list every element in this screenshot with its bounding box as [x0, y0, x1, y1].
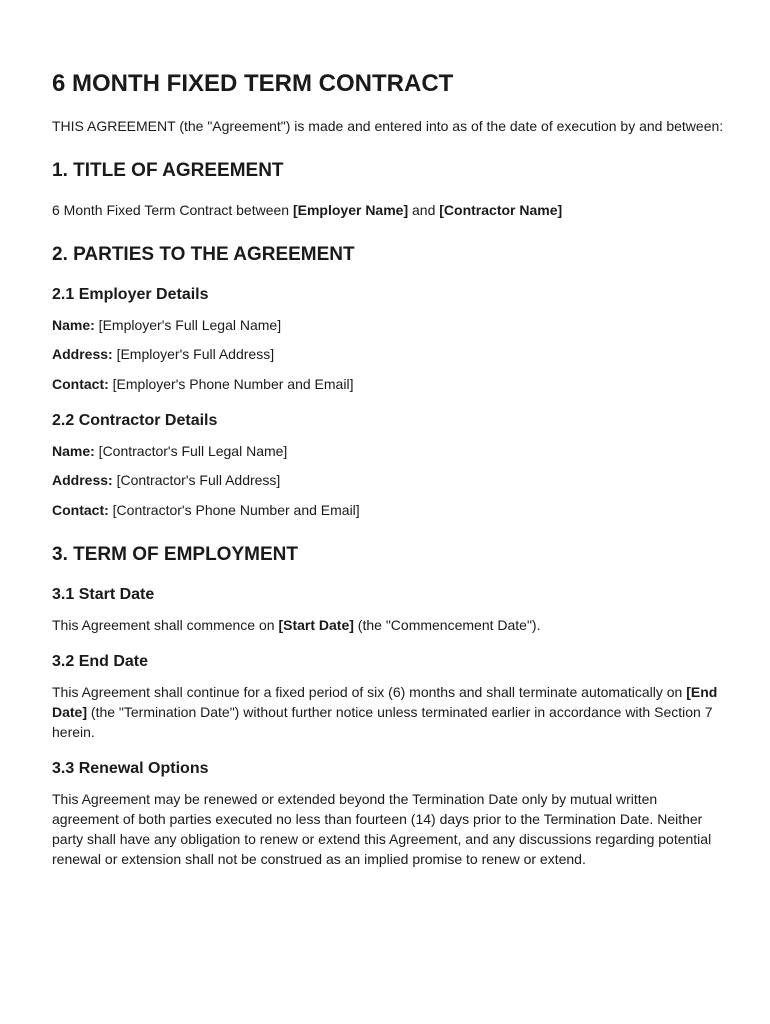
- employer-address-line: [52, 344, 724, 364]
- contractor-name-line: [52, 441, 724, 461]
- subsection-heading: 3.3 Renewal Options: [52, 759, 209, 777]
- section-term-of-employment: [52, 542, 724, 869]
- contractor-contact-line: [52, 500, 724, 520]
- section-heading: 2. PARTIES TO THE AGREEMENT: [52, 244, 355, 265]
- start-date-placeholder: [Start Date]: [278, 616, 354, 633]
- text-fragment: This Agreement shall continue for a fixed period of six (6) months and shall terminate automatically on: [52, 683, 687, 700]
- section-parties: [52, 242, 724, 520]
- field-label: Address:: [52, 346, 113, 363]
- contractor-address-line: [52, 470, 724, 490]
- document-title: 6 MONTH FIXED TERM CONTRACT: [52, 70, 454, 97]
- intro-paragraph: THIS AGREEMENT (the "Agreement") is made and entered into as of the date of execution by and between:: [52, 118, 724, 134]
- text-fragment: (the "Commencement Date").: [353, 616, 541, 633]
- subsection-heading: 2.1 Employer Details: [52, 286, 209, 303]
- text-fragment: 6 Month Fixed Term Contract between: [52, 202, 293, 218]
- start-date-paragraph: [52, 615, 724, 635]
- section-heading: 1. TITLE OF AGREEMENT: [52, 160, 284, 181]
- field-label: Contact:: [52, 501, 109, 518]
- contractor-name-placeholder: [Contractor Name]: [439, 202, 563, 218]
- section-title-of-agreement: [52, 158, 724, 220]
- document-page: [52, 68, 724, 878]
- field-label: Address:: [52, 472, 113, 489]
- section-heading: 3. TERM OF EMPLOYMENT: [52, 543, 298, 565]
- field-value: [Contractor's Full Address]: [112, 472, 281, 489]
- field-value: [Contractor's Full Legal Name]: [94, 442, 288, 459]
- subsection-heading: 3.2 End Date: [52, 652, 149, 670]
- text-fragment: and: [408, 202, 440, 218]
- end-date-paragraph: [52, 682, 724, 742]
- employer-details: [52, 284, 724, 394]
- field-value: [Employer's Phone Number and Email]: [108, 375, 354, 392]
- text-fragment: (the "Termination Date") without further notice unless terminated earlier in accordance with Section 7 herein.: [52, 703, 713, 740]
- field-label: Name:: [52, 442, 95, 459]
- text-fragment: This Agreement shall commence on: [52, 616, 279, 633]
- field-value: [Contractor's Phone Number and Email]: [108, 501, 360, 518]
- field-label: Contact:: [52, 375, 109, 392]
- employer-name-placeholder: [Employer Name]: [292, 202, 409, 218]
- end-date-placeholder: [End Date]: [52, 683, 718, 720]
- renewal-paragraph: This Agreement may be renewed or extended beyond the Termination Date only by mutual written agreement of both parties executed no less than fourteen (14) days prior to the Termination Date. Neither party shall have any obligation to renew or extend this Agreement, and any discussions regarding potential renewal or extension shall not be construed as an implied promise to renew or extend.: [52, 790, 712, 867]
- field-value: [Employer's Full Address]: [112, 346, 275, 363]
- field-value: [Employer's Full Legal Name]: [94, 317, 282, 333]
- agreement-title-paragraph: [52, 200, 724, 220]
- contractor-details: [52, 410, 724, 520]
- subsection-heading: 3.1 Start Date: [52, 585, 155, 603]
- employer-name-line: [52, 315, 724, 335]
- employer-contact-line: [52, 374, 724, 394]
- field-label: Name:: [52, 317, 95, 333]
- subsection-heading: 2.2 Contractor Details: [52, 411, 218, 429]
